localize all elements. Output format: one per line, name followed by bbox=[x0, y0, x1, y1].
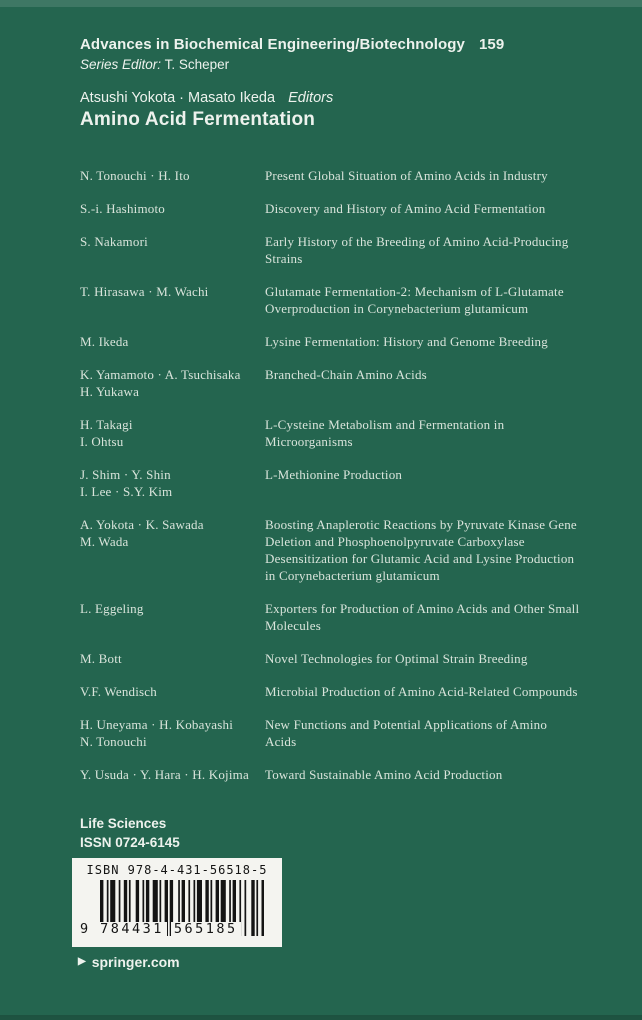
toc-entry-authors: M. Bott bbox=[80, 651, 122, 666]
toc-entry-authors: S.-i. Hashimoto bbox=[80, 201, 165, 216]
toc-entry-authors: A. Yokota · K. Sawada M. Wada bbox=[80, 517, 204, 549]
toc-entry-title: New Functions and Potential Applications of Amino Acids bbox=[265, 717, 548, 749]
toc-entry bbox=[80, 466, 581, 500]
barcode-digit-lead: 9 bbox=[80, 921, 89, 937]
toc-entry-authors: K. Yamamoto · A. Tsuchisaka H. Yukawa bbox=[80, 367, 241, 399]
toc-entry-title: Toward Sustainable Amino Acid Production bbox=[265, 767, 503, 782]
toc-entry-title: Novel Technologies for Optimal Strain Breeding bbox=[265, 651, 528, 666]
cover-top-edge bbox=[0, 0, 642, 7]
barcode-digits bbox=[80, 922, 241, 937]
toc-entry-title: L-Methionine Production bbox=[265, 467, 403, 482]
series-editor-line bbox=[80, 57, 600, 72]
category-label: Life Sciences bbox=[80, 816, 167, 831]
publisher-site-line bbox=[78, 954, 180, 970]
toc-entry-title: L-Cysteine Metabolism and Fermentation in Microorganisms bbox=[265, 417, 505, 449]
cover-header bbox=[80, 36, 600, 131]
publisher-website: springer.com bbox=[91, 954, 180, 970]
barcode-digits-group2: 565185 bbox=[171, 922, 241, 937]
series-title: Advances in Biochemical Engineering/Biotechnology bbox=[80, 36, 465, 53]
toc-entry bbox=[80, 766, 581, 783]
toc-entry-authors: V.F. Wendisch bbox=[80, 684, 157, 699]
isbn-number: ISBN 978-4-431-56518-5 bbox=[86, 863, 268, 877]
footer-meta bbox=[80, 814, 180, 852]
toc-entry-title: Branched-Chain Amino Acids bbox=[265, 367, 427, 382]
toc-entry bbox=[80, 600, 581, 634]
toc-entry-authors: H. Uneyama · H. Kobayashi N. Tonouchi bbox=[80, 717, 234, 749]
arrow-right-icon: ▶ bbox=[78, 956, 86, 967]
series-title-line bbox=[80, 36, 600, 53]
editors-line bbox=[80, 90, 600, 106]
toc-entry-authors: Y. Usuda · Y. Hara · H. Kojima bbox=[80, 767, 249, 782]
issn-label: ISSN 0724-6145 bbox=[80, 835, 180, 850]
ean-barcode bbox=[78, 880, 276, 938]
toc-entry bbox=[80, 416, 581, 450]
toc-entry bbox=[80, 200, 581, 217]
toc-entry-title: Boosting Anaplerotic Reactions by Pyruvate Kinase Gene Deletion and Phosphoenolpyruvate Carboxylase Desensitization for Glutamic Acid and Lysine Production in Corynebacterium glutamicum bbox=[265, 517, 577, 583]
toc-entry bbox=[80, 683, 581, 700]
series-editor-name: T. Scheper bbox=[164, 57, 230, 72]
toc-entry-authors: T. Hirasawa · M. Wachi bbox=[80, 284, 209, 299]
toc-entry bbox=[80, 233, 581, 267]
toc-entry-authors: M. Ikeda bbox=[80, 334, 129, 349]
toc-entry bbox=[80, 283, 581, 317]
toc-entry-title: Glutamate Fermentation-2: Mechanism of L-Glutamate Overproduction in Corynebacterium glutamicum bbox=[265, 284, 564, 316]
series-number: 159 bbox=[478, 36, 505, 53]
toc-entry-title: Exporters for Production of Amino Acids and Other Small Molecules bbox=[265, 601, 580, 633]
toc-entry-title: Early History of the Breeding of Amino Acid-Producing Strains bbox=[265, 234, 569, 266]
editors-names: Atsushi Yokota · Masato Ikeda bbox=[80, 90, 276, 106]
toc-entry-authors: S. Nakamori bbox=[80, 234, 148, 249]
isbn-barcode-box bbox=[72, 858, 282, 947]
barcode-digits-group1: 784431 bbox=[97, 922, 167, 937]
series-editor-label: Series Editor: bbox=[80, 57, 162, 72]
toc-entry-title: Present Global Situation of Amino Acids in Industry bbox=[265, 168, 548, 183]
book-title: Amino Acid Fermentation bbox=[80, 109, 316, 130]
toc-entry-authors: N. Tonouchi · H. Ito bbox=[80, 168, 190, 183]
editors-label: Editors bbox=[288, 90, 334, 106]
toc-entry-authors: L. Eggeling bbox=[80, 601, 144, 616]
toc-entry-authors: H. Takagi I. Ohtsu bbox=[80, 417, 133, 449]
toc-entry-title: Discovery and History of Amino Acid Fermentation bbox=[265, 201, 546, 216]
toc-entry bbox=[80, 716, 581, 750]
toc-entry-title: Lysine Fermentation: History and Genome Breeding bbox=[265, 334, 548, 349]
table-of-contents bbox=[80, 167, 581, 799]
toc-entry bbox=[80, 650, 581, 667]
cover-bottom-edge bbox=[0, 1015, 642, 1020]
toc-entry-title: Microbial Production of Amino Acid-Related Compounds bbox=[265, 684, 578, 699]
toc-entry bbox=[80, 167, 581, 184]
toc-entry bbox=[80, 333, 581, 350]
toc-entry bbox=[80, 366, 581, 400]
toc-entry bbox=[80, 516, 581, 584]
toc-entry-authors: J. Shim · Y. Shin I. Lee · S.Y. Kim bbox=[80, 467, 173, 499]
